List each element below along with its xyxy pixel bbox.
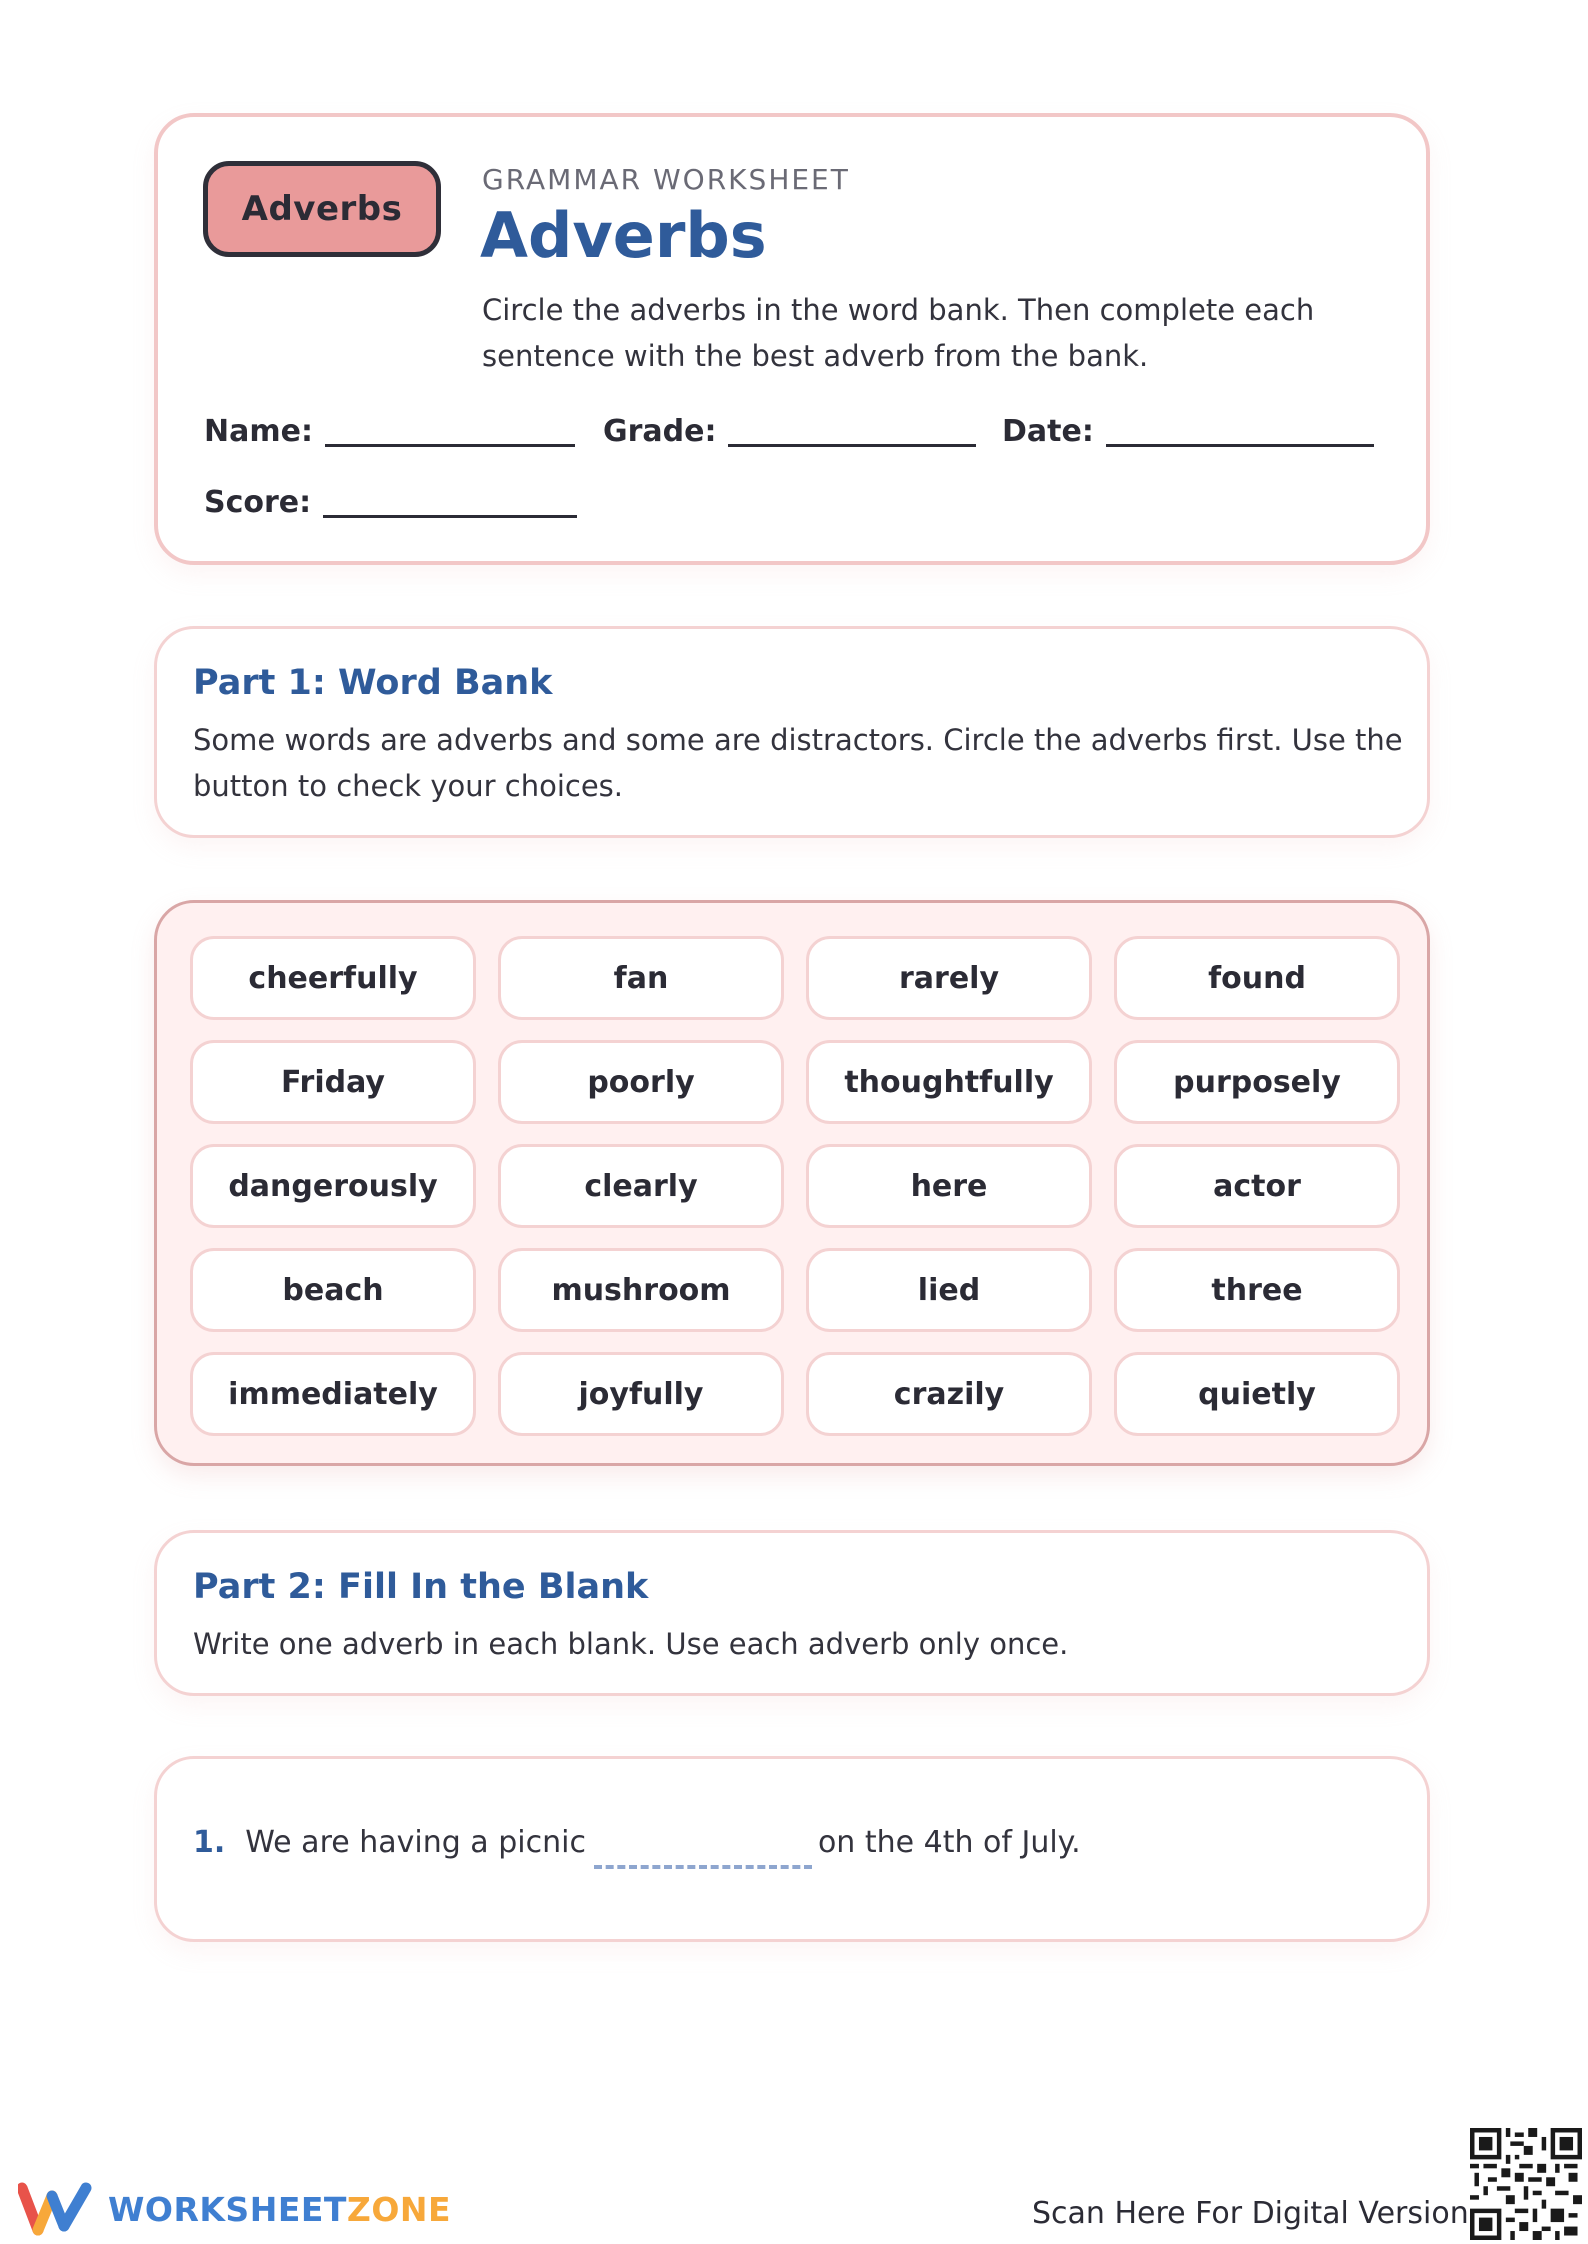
score-label: Score:	[204, 485, 312, 520]
score-field[interactable]	[204, 485, 577, 520]
name-label: Name:	[204, 414, 313, 449]
question-text-before: We are having a picnic	[245, 1825, 586, 1860]
logo-w-icon	[18, 2182, 94, 2236]
word-chip[interactable]: mushroom	[498, 1248, 784, 1332]
word-chip[interactable]: purposely	[1114, 1040, 1400, 1124]
part1-title: Part 1: Word Bank	[193, 663, 553, 703]
topic-badge: Adverbs	[203, 161, 441, 257]
logo-main: WORKSHEET	[108, 2189, 347, 2229]
word-chip[interactable]: dangerously	[190, 1144, 476, 1228]
logo-accent: ZONE	[346, 2189, 452, 2229]
word-chip[interactable]: thoughtfully	[806, 1040, 1092, 1124]
word-chip[interactable]: poorly	[498, 1040, 784, 1124]
word-chip[interactable]: Friday	[190, 1040, 476, 1124]
part2-description: Write one adverb in each blank. Use each adverb only once.	[193, 1627, 1069, 1661]
word-chip[interactable]: lied	[806, 1248, 1092, 1332]
word-bank	[154, 900, 1430, 1466]
word-chip[interactable]: three	[1114, 1248, 1400, 1332]
word-chip[interactable]: beach	[190, 1248, 476, 1332]
worksheet-kicker: GRAMMAR WORKSHEET	[482, 163, 850, 196]
date-field[interactable]	[1002, 414, 1374, 449]
qr-code-icon[interactable]	[1470, 2128, 1582, 2240]
word-chip[interactable]: here	[806, 1144, 1092, 1228]
word-chip[interactable]: actor	[1114, 1144, 1400, 1228]
grade-label: Grade:	[603, 414, 717, 449]
name-field[interactable]	[204, 414, 575, 449]
logo-text	[108, 2190, 451, 2229]
word-chip[interactable]: quietly	[1114, 1352, 1400, 1436]
part2-card	[154, 1530, 1430, 1696]
word-chip[interactable]: immediately	[190, 1352, 476, 1436]
grade-field[interactable]	[603, 414, 976, 449]
worksheetzone-logo[interactable]	[18, 2182, 451, 2236]
grade-line[interactable]	[728, 444, 976, 447]
part1-card	[154, 626, 1430, 838]
page-title: Adverbs	[480, 199, 767, 272]
intro-text: Circle the adverbs in the word bank. Then complete each sentence with the best adverb from the bank.	[482, 293, 1315, 373]
word-chip[interactable]: rarely	[806, 936, 1092, 1020]
answer-blank[interactable]	[594, 1825, 812, 1869]
question-1	[193, 1825, 1081, 1869]
word-chip[interactable]: joyfully	[498, 1352, 784, 1436]
word-chip[interactable]: fan	[498, 936, 784, 1020]
question-number: 1.	[193, 1825, 226, 1860]
part1-description: Some words are adverbs and some are distractors. Circle the adverbs first. Use the button to check your choices.	[193, 723, 1403, 803]
question-card	[154, 1756, 1430, 1942]
name-line[interactable]	[325, 444, 575, 447]
word-chip[interactable]: clearly	[498, 1144, 784, 1228]
part2-title: Part 2: Fill In the Blank	[193, 1567, 649, 1607]
word-bank-grid	[190, 936, 1400, 1436]
word-chip[interactable]: crazily	[806, 1352, 1092, 1436]
date-label: Date:	[1002, 414, 1094, 449]
header-card	[154, 113, 1430, 565]
date-line[interactable]	[1106, 444, 1374, 447]
score-line[interactable]	[323, 515, 577, 518]
word-chip[interactable]: cheerfully	[190, 936, 476, 1020]
question-text-after: on the 4th of July.	[817, 1825, 1081, 1860]
scan-text: Scan Here For Digital Version	[1032, 2196, 1469, 2231]
word-chip[interactable]: found	[1114, 936, 1400, 1020]
